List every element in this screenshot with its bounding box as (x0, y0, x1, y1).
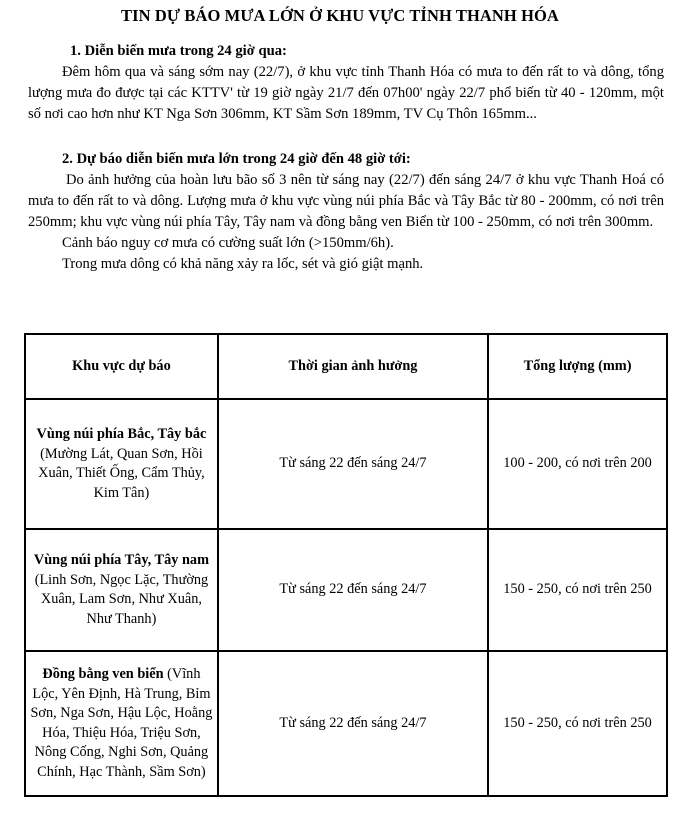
region-name: Vùng núi phía Bắc, Tây bắc (36, 426, 207, 442)
region-name: Vùng núi phía Tây, Tây nam (33, 552, 209, 568)
time-cell: Từ sáng 22 đến sáng 24/7 (218, 399, 488, 529)
region-detail: (Linh Sơn, Ngọc Lặc, Thường Xuân, Lam Sơn, Như Xuân, Như Thanh) (34, 571, 209, 627)
document-title: TIN DỰ BÁO MƯA LỚN Ở KHU VỰC TỈNH THANH HÓA (121, 6, 559, 25)
section-2 (28, 149, 664, 275)
warning-thunderstorm: Trong mưa dông có khả năng xảy ra lốc, sét và gió giật mạnh. (62, 256, 424, 272)
time-cell: Từ sáng 22 đến sáng 24/7 (218, 529, 488, 651)
table-row (25, 651, 667, 796)
amount-cell: 150 - 250, có nơi trên 250 (488, 529, 667, 651)
warning-intensity: Cảnh báo nguy cơ mưa có cường suất lớn (>150mm/6h). (62, 235, 394, 251)
region-cell (25, 529, 218, 651)
table-header-row (25, 334, 667, 399)
amount-cell: 150 - 250, có nơi trên 250 (488, 651, 667, 796)
time-cell: Từ sáng 22 đến sáng 24/7 (218, 651, 488, 796)
section-1 (28, 41, 664, 125)
section-1-paragraph: Đêm hôm qua và sáng sớm nay (22/7), ở khu vực tỉnh Thanh Hóa có mưa to đến rất to và dông, tổng lượng mưa đo được tại các KTTV' từ 19 giờ ngày 21/7 đến 07h00' ngày 22/7 phổ biến từ 40 - 120mm, một số nơi cao hơn như KT Nga Sơn 306mm, KT Sầm Sơn 189mm, TV Cụ Thôn 165mm... (28, 64, 664, 122)
section-2-paragraph: Do ảnh hưởng của hoàn lưu bão số 3 nên từ sáng nay (22/7) đến sáng 24/7 ở khu vực Thanh Hoá có mưa to đến rất to và dông. Lượng mưa ở khu vực vùng núi phía Bắc và Tây Bắc từ 80 - 200mm, có nơi trên 250mm; khu vực vùng núi phía Tây, Tây nam và đồng bằng ven Biển từ 100 - 250mm, có nơi trên 300mm. (28, 172, 664, 230)
section-1-heading: 1. Diễn biến mưa trong 24 giờ qua: (70, 43, 287, 59)
region-cell (25, 651, 218, 796)
region-cell (25, 399, 218, 529)
table-row (25, 399, 667, 529)
region-detail: (Vĩnh Lộc, Yên Định, Hà Trung, Bỉm Sơn, Nga Sơn, Hậu Lộc, Hoằng Hóa, Thiệu Hóa, Triệu Sơn, Nông Cống, Nghi Sơn, Quảng Chính, Hạc Thành, Sầm Sơn) (30, 666, 213, 780)
header-region: Khu vực dự báo (25, 334, 218, 399)
forecast-table (24, 333, 668, 797)
header-time: Thời gian ảnh hưởng (218, 334, 488, 399)
header-amount: Tổng lượng (mm) (488, 334, 667, 399)
section-2-heading: 2. Dự báo diễn biến mưa lớn trong 24 giờ đến 48 giờ tới: (62, 151, 411, 167)
region-name: Đồng bằng ven biển (42, 666, 164, 682)
region-detail: (Mường Lát, Quan Sơn, Hồi Xuân, Thiết Ống, Cẩm Thủy, Kim Tân) (38, 445, 205, 501)
amount-cell: 100 - 200, có nơi trên 200 (488, 399, 667, 529)
table-row (25, 529, 667, 651)
